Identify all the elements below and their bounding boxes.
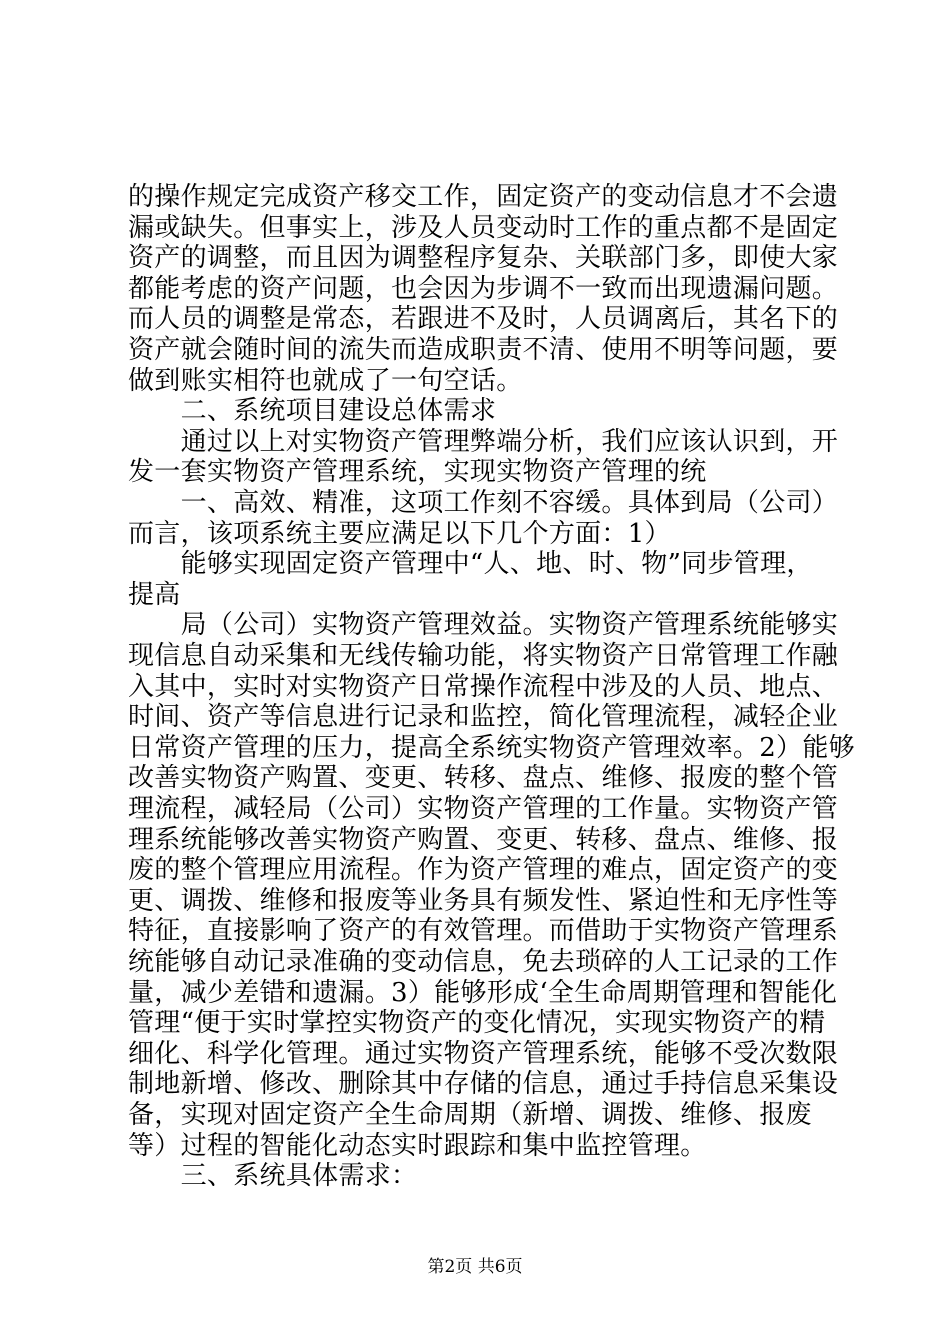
text-line: 管理“便于实时掌控实物资产的变化情况，实现实物资产的精 [128,1008,826,1039]
text-line: 通过以上对实物资产管理弊端分析，我们应该认识到，开 [128,426,839,457]
text-line: 漏或缺失。但事实上，涉及人员变动时工作的重点都不是固定 [128,212,839,243]
text-line: 资产就会随时间的流失而造成职责不清、使用不明等问题，要 [128,335,839,365]
text-line: 日常资产管理的压力，提高全系统实物资产管理效率。2）能够 [128,732,855,763]
page-number-footer: 第2页 共6页 [427,1257,523,1277]
text-line: 更、调拨、维修和报废等业务具有频发性、紧迫性和无序性等 [128,885,839,916]
text-line: 提高 [128,579,181,610]
text-line: 制地新增、修改、删除其中存储的信息，通过手持信息采集设 [128,1069,839,1100]
text-line: 都能考虑的资产问题，也会因为步调不一致而出现遗漏问题。 [128,273,839,304]
text-line: 资产的调整，而且因为调整程序复杂、关联部门多，即使大家 [128,243,839,274]
text-line: 的操作规定完成资产移交工作，固定资产的变动信息才不会遗 [128,182,839,212]
text-line: 时间、资产等信息进行记录和监控，简化管理流程，减轻企业 [128,702,839,733]
section-heading: 二、系统项目建设总体需求 [128,396,497,427]
text-line: 局（公司）实物资产管理效益。实物资产管理系统能够实 [128,610,839,641]
text-line: 而人员的调整是常态，若跟进不及时，人员调离后，其名下的 [128,304,839,335]
text-line: 理流程，减轻局（公司）实物资产管理的工作量。实物资产管 [128,794,839,824]
section-heading: 三、系统具体需求： [128,1161,418,1192]
text-line: 而言，该项系统主要应满足以下几个方面：1） [128,518,671,549]
text-line: 入其中，实时对实物资产日常操作流程中涉及的人员、地点、 [128,671,839,702]
text-line: 量，减少差错和遗漏。3）能够形成‘全生命周期管理和智能化 [128,977,838,1008]
text-line: 能够实现固定资产管理中“人、地、时、物”同步管理， [128,549,813,580]
text-line: 备，实现对固定资产全生命周期（新增、调拨、维修、报废 [128,1100,812,1130]
text-line: 统能够自动记录准确的变动信息，免去琐碎的人工记录的工作 [128,947,839,977]
text-line: 一、高效、精准，这项工作刻不容缓。具体到局（公司） [128,488,839,518]
text-line: 发一套实物资产管理系统，实现实物资产管理的统 [128,457,707,488]
text-line: 细化、科学化管理。通过实物资产管理系统，能够不受次数限 [128,1038,839,1069]
text-line: 废的整个管理应用流程。作为资产管理的难点，固定资产的变 [128,855,839,886]
text-line: 特征，直接影响了资产的有效管理。而借助于实物资产管理系 [128,916,839,947]
text-line: 理系统能够改善实物资产购置、变更、转移、盘点、维修、报 [128,824,839,855]
text-line: 做到账实相符也就成了一句空话。 [128,365,523,396]
text-line: 等）过程的智能化动态实时跟踪和集中监控管理。 [128,1130,707,1161]
text-line: 现信息自动采集和无线传输功能，将实物资产日常管理工作融 [128,641,839,671]
text-line: 改善实物资产购置、变更、转移、盘点、维修、报废的整个管 [128,763,839,794]
